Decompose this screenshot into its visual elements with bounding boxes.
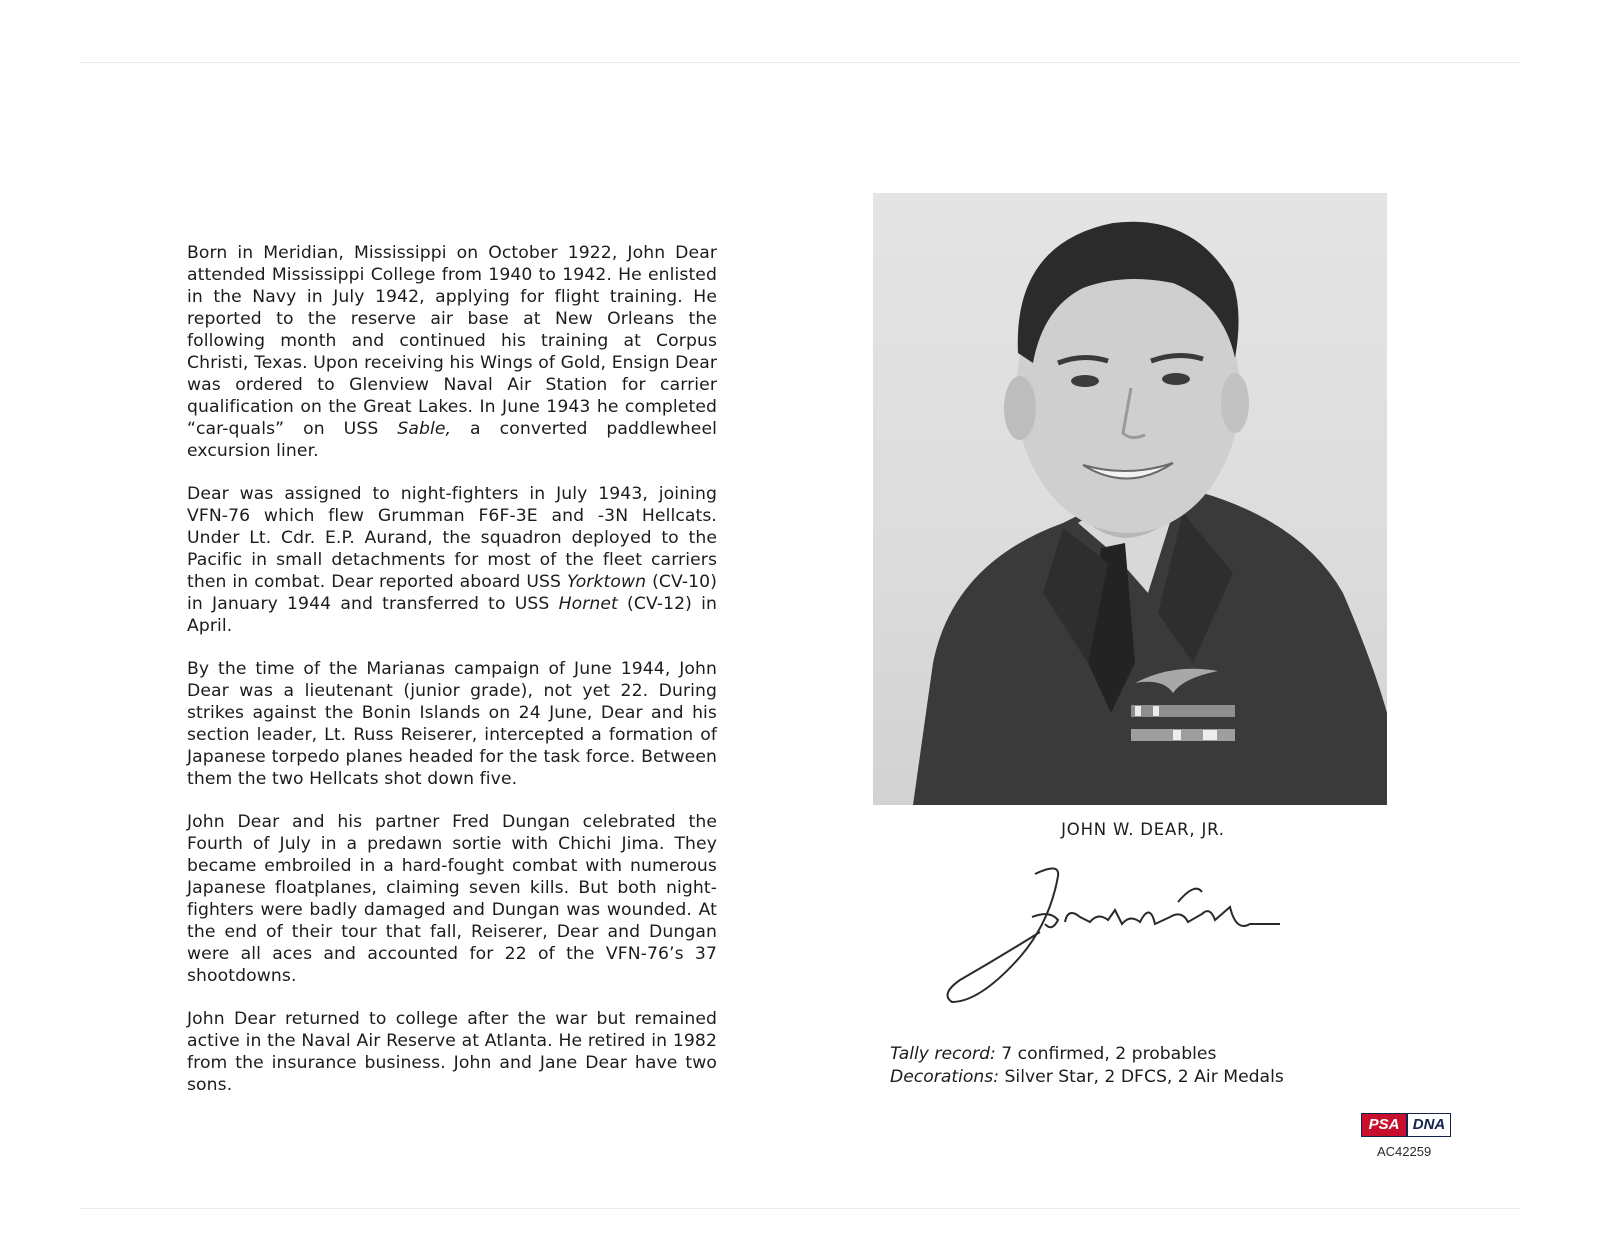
certificate-number: AC42259 (1377, 1144, 1432, 1159)
bio-paragraph-3: By the time of the Marianas campaign of June 1944, John Dear was a lieutenant (junior grade), not yet 22. During strikes against the Bonin Islands on 24 June, Dear and his section leader, Lt. Russ Reiserer, intercepted a formation of Japanese torpedo planes headed for the task force. Between them the two Hellcats shot down five. (187, 659, 717, 789)
bio-paragraph-1: Born in Meridian, Mississippi on October 1922, John Dear attended Mississippi College from 1940 to 1942. He enlisted in the Navy in July 1942, applying for flight training. He reported to the reserve air base at New Orleans the following month and continued his training at Corpus Christi, Texas. Upon receiving his Wings of Gold, Ensign Dear was ordered to Glenview Naval Air Station for carrier qualification on the Great Lakes. In June 1943 he completed “car-quals” on USS Sable, a converted paddlewheel excursion liner. (187, 243, 717, 461)
biography-text (187, 242, 717, 1117)
portrait-illustration (873, 193, 1387, 805)
portrait-photo (873, 193, 1387, 805)
photo-caption: JOHN W. DEAR, JR. (1061, 820, 1225, 839)
tally-record: Tally record: 7 confirmed, 2 probables (890, 1044, 1217, 1064)
decorations: Decorations: Silver Star, 2 DFCS, 2 Air Medals (890, 1067, 1284, 1087)
bottom-rule (80, 1208, 1520, 1209)
bio-paragraph-4: John Dear and his partner Fred Dungan celebrated the Fourth of July in a predawn sortie with Chichi Jima. They became embroiled in a hard-fought combat with numerous Japanese floatplanes, claiming seven kills. But both night-fighters were badly damaged and Dungan was wounded. At the end of their tour that fall, Reiserer, Dear and Dungan were all aces and accounted for 22 of the VFN-76’s 37 shootdowns. (187, 812, 717, 986)
psa-dna-logo: PSA DNA (1361, 1113, 1451, 1137)
bio-paragraph-2: Dear was assigned to night-fighters in July 1943, joining VFN-76 which flew Grumman F6F-3E and -3N Hellcats. Under Lt. Cdr. E.P. Aurand, the squadron deployed to the Pacific in small detachments for most of the fleet carriers then in combat. Dear reported aboard USS Yorktown (CV-10) in January 1944 and transferred to USS Hornet (CV-12) in April. (187, 484, 718, 636)
top-rule (80, 62, 1520, 63)
record-block (890, 1043, 1284, 1089)
bio-paragraph-5: John Dear returned to college after the war but remained active in the Naval Air Reserve at Atlanta. He retired in 1982 from the insurance business. John and Jane Dear have two sons. (187, 1009, 717, 1095)
signature (940, 862, 1300, 1012)
